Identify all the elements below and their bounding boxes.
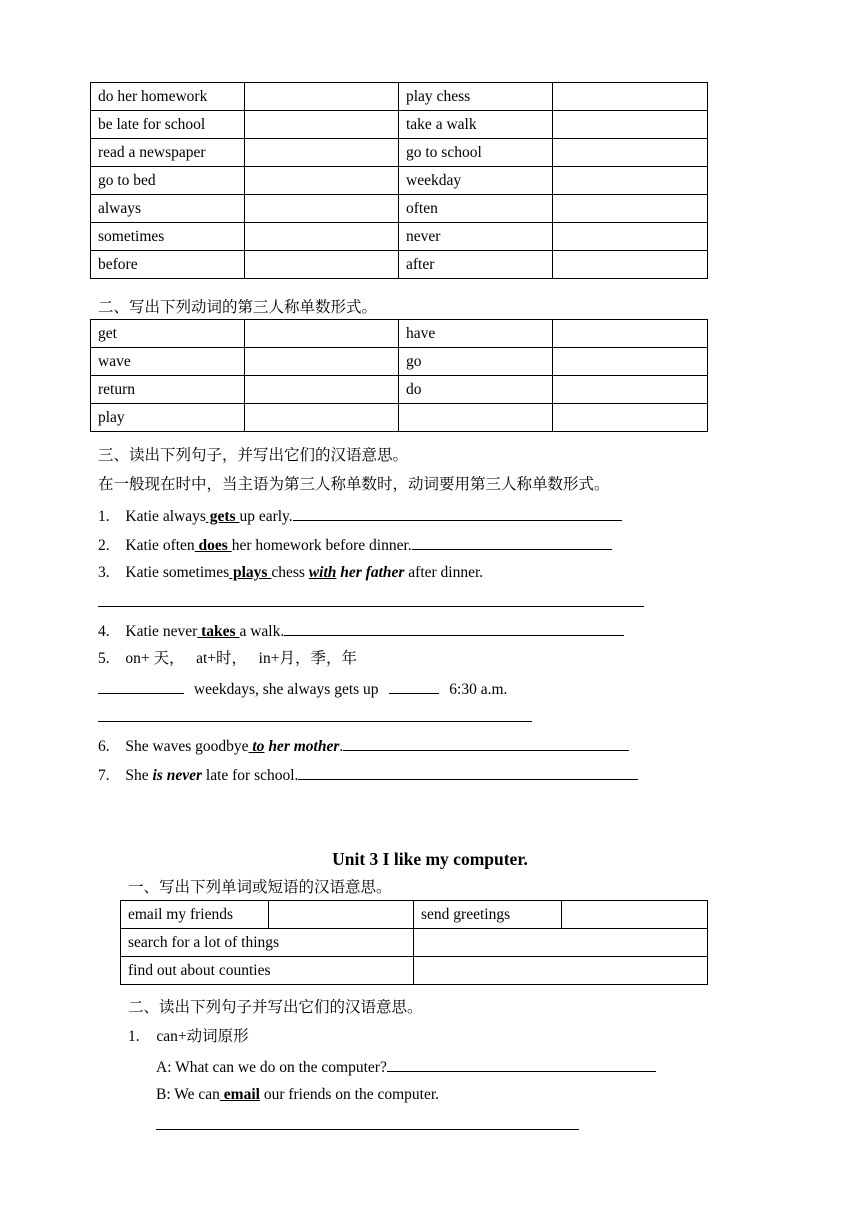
key-verb: email (219, 1086, 260, 1103)
grammar-item-1 (128, 1027, 249, 1047)
table-row (91, 320, 708, 348)
unit3-vocab-table (120, 900, 708, 985)
answer-cell[interactable] (245, 223, 399, 251)
answer-cell[interactable] (553, 111, 708, 139)
answer-cell[interactable] (245, 111, 399, 139)
vocab-table-1-body (91, 83, 708, 279)
answer-blank[interactable] (298, 764, 638, 780)
table-row (91, 376, 708, 404)
phrase-cell: have (399, 320, 553, 348)
key-preposition: to (248, 738, 265, 755)
phrase-cell: do her homework (91, 83, 245, 111)
sentence-5 (98, 649, 357, 669)
section-2-heading: 二、写出下列动词的第三人称单数形式。 (98, 299, 378, 316)
answer-blank[interactable] (293, 505, 622, 521)
sentence-number: 5. (98, 650, 110, 667)
verb-table-body (91, 320, 708, 432)
sentence-text: Katie never (125, 623, 198, 640)
answer-line[interactable] (98, 606, 644, 607)
unit-title: Unit 3 I like my computer. (332, 849, 528, 869)
phrase-cell: go to bed (91, 167, 245, 195)
sentence-number: 7. (98, 767, 110, 784)
phrase-cell: go to school (399, 139, 553, 167)
dialogue-text: B: We can (156, 1086, 220, 1103)
answer-cell[interactable] (553, 404, 708, 432)
sentence-text: weekdays, she always gets up (193, 681, 379, 698)
answer-cell[interactable] (553, 223, 708, 251)
item-number: 1. (128, 1028, 140, 1045)
unit3-section-1-heading: 一、写出下列单词或短语的汉语意思。 (128, 879, 392, 896)
sentence-number: 2. (98, 537, 110, 554)
answer-cell[interactable] (553, 195, 708, 223)
phrase-cell: search for a lot of things (121, 929, 414, 957)
table-row (121, 929, 708, 957)
vocab-table-1 (90, 82, 708, 279)
key-phrase: her father (336, 564, 405, 581)
answer-cell[interactable] (553, 348, 708, 376)
phrase-cell: return (91, 376, 245, 404)
sentence-4 (98, 620, 624, 642)
table-row (121, 901, 708, 929)
sentence-text: late for school. (202, 767, 299, 784)
unit3-section-2-heading: 二、读出下列句子并写出它们的汉语意思。 (128, 999, 423, 1016)
phrase-cell: wave (91, 348, 245, 376)
sentence-2 (98, 534, 612, 556)
table-row (91, 111, 708, 139)
phrase-cell (399, 404, 553, 432)
answer-cell[interactable] (414, 929, 708, 957)
sentence-text: She (125, 767, 153, 784)
phrase-cell: weekday (399, 167, 553, 195)
answer-cell[interactable] (562, 901, 708, 929)
answer-cell[interactable] (245, 83, 399, 111)
answer-cell[interactable] (553, 376, 708, 404)
phrase-cell: find out about counties (121, 957, 414, 985)
sentence-1 (98, 505, 622, 527)
grammar-pattern: can+动词原形 (156, 1028, 249, 1045)
dialogue-text: our friends on the computer. (259, 1086, 440, 1103)
answer-line[interactable] (98, 721, 532, 722)
sentence-text: . (339, 738, 344, 755)
key-verb: gets (205, 508, 240, 525)
answer-cell[interactable] (553, 83, 708, 111)
sentence-5-fill (98, 678, 507, 700)
phrase-cell: do (399, 376, 553, 404)
answer-cell[interactable] (553, 251, 708, 279)
sentence-text: 6:30 a.m. (449, 681, 508, 698)
phrase-cell: go (399, 348, 553, 376)
answer-cell[interactable] (269, 901, 414, 929)
fill-blank[interactable] (389, 678, 439, 694)
answer-cell[interactable] (245, 195, 399, 223)
dialogue-b (156, 1085, 439, 1105)
phrase-cell: email my friends (121, 901, 269, 929)
answer-cell[interactable] (553, 139, 708, 167)
table-row (91, 251, 708, 279)
verb-table (90, 319, 708, 432)
answer-cell[interactable] (245, 320, 399, 348)
answer-cell[interactable] (245, 376, 399, 404)
phrase-cell: play chess (399, 83, 553, 111)
sentence-text: Katie often (125, 537, 195, 554)
answer-blank[interactable] (284, 620, 624, 636)
phrase-cell: after (399, 251, 553, 279)
phrase-cell: take a walk (399, 111, 553, 139)
table-row (91, 167, 708, 195)
table-row (91, 348, 708, 376)
key-verb: takes (197, 623, 240, 640)
sentence-text: chess (271, 564, 309, 581)
fill-blank[interactable] (98, 678, 184, 694)
sentence-7 (98, 764, 638, 786)
dialogue-text: A: What can we do on the computer? (156, 1059, 387, 1076)
answer-cell[interactable] (414, 957, 708, 985)
table-row (121, 957, 708, 985)
sentence-number: 4. (98, 623, 110, 640)
sentence-number: 6. (98, 738, 110, 755)
table-row (91, 195, 708, 223)
preposition-rule: on+ 天， at+时， in+月，季，年 (125, 650, 357, 667)
phrase-cell: before (91, 251, 245, 279)
phrase-cell: always (91, 195, 245, 223)
answer-cell[interactable] (245, 348, 399, 376)
phrase-cell: send greetings (414, 901, 562, 929)
sentence-text: a walk. (239, 623, 285, 640)
phrase-cell: read a newspaper (91, 139, 245, 167)
key-verb: plays (229, 564, 272, 581)
answer-blank[interactable] (412, 534, 612, 550)
phrase-cell: be late for school (91, 111, 245, 139)
phrase-cell: get (91, 320, 245, 348)
answer-blank[interactable] (343, 735, 629, 751)
answer-cell[interactable] (245, 139, 399, 167)
table-row (91, 404, 708, 432)
sentence-text: Katie always (125, 508, 206, 525)
answer-cell[interactable] (245, 251, 399, 279)
sentence-text: She waves goodbye (125, 738, 249, 755)
phrase-cell: never (399, 223, 553, 251)
table-row (91, 223, 708, 251)
answer-cell[interactable] (245, 404, 399, 432)
sentence-text: up early. (239, 508, 293, 525)
sentence-6 (98, 735, 629, 757)
phrase-cell: play (91, 404, 245, 432)
phrase-cell: sometimes (91, 223, 245, 251)
table-row (91, 83, 708, 111)
sentence-number: 3. (98, 564, 110, 581)
sentence-text: after dinner. (404, 564, 484, 581)
answer-blank[interactable] (387, 1056, 656, 1072)
table-row (91, 139, 708, 167)
section-3-heading: 三、读出下列句子，并写出它们的汉语意思。 (98, 447, 409, 464)
sentence-text: Katie sometimes (125, 564, 230, 581)
grammar-rule: 在一般现在时中，当主语为第三人称单数时，动词要用第三人称单数形式。 (98, 476, 610, 493)
key-phrase: is never (152, 767, 203, 784)
dialogue-a (156, 1056, 656, 1078)
answer-cell[interactable] (553, 320, 708, 348)
key-phrase: her mother (264, 738, 340, 755)
answer-cell[interactable] (245, 167, 399, 195)
key-preposition: with (308, 564, 337, 581)
sentence-3 (98, 563, 483, 583)
answer-line[interactable] (156, 1129, 579, 1130)
sentence-text: her homework before dinner. (231, 537, 412, 554)
sentence-number: 1. (98, 508, 110, 525)
answer-cell[interactable] (553, 167, 708, 195)
phrase-cell: often (399, 195, 553, 223)
key-verb: does (194, 537, 232, 554)
